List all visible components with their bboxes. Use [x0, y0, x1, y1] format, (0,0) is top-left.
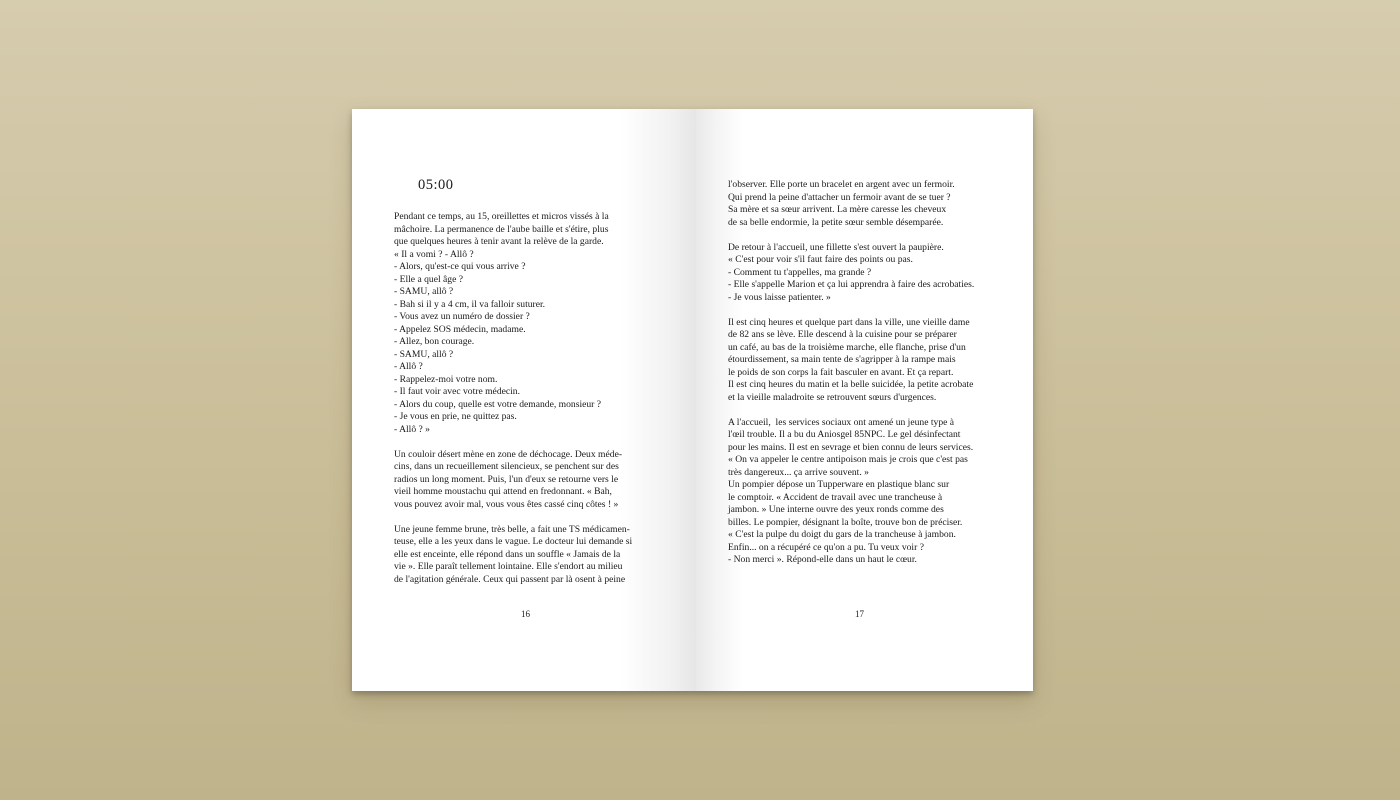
left-page-body: Pendant ce temps, au 15, oreillettes et micros vissés à la mâchoire. La permanence de l'aube baille et s'étire, plus que quelques heures à tenir avant la relève de la garde. « Il a vomi ? - Allô ? - Alors, qu'est-ce qui vous arrive ? - Elle a quel âge ? - SAMU, allô ? - Bah si il y a 4 cm, il va falloir suturer. - Vous avez un numéro de dossier ? - Appelez SOS médecin, madame. - Allez, bon courage. - SAMU, allô ? - Allô ? - Rappelez-moi votre nom. - Il faut voir avec votre médecin. - Alors du coup, quelle est votre demande, monsieur ? - Je vous en prie, ne quittez pas. - Allô ? » Un couloir désert mène en zone de déchocage. Deux méde- cins, dans un recueillement silencieux, se penchent sur des radios un long moment. Puis, l'un d'eux se retourne vers le vieil homme moustachu qui attend en fredonnant. « Bah, vous pouvez avoir mal, vous vous êtes cassé cinq côtes ! » Une jeune femme brune, très belle, a fait une TS médicamen- teuse, elle a les yeux dans le vague. Le docteur lui demande si elle est enceinte, elle répond dans un souffle « Jamais de la vie ». Elle paraît tellement lointaine. Elle s'endort au milieu de l'agitation générale. Ceux qui passent par là osent à peine [394, 211, 633, 585]
open-book [352, 109, 1033, 691]
left-page [352, 109, 696, 691]
right-page-number: 17 [855, 609, 864, 619]
right-page [696, 109, 1033, 691]
right-page-body: l'observer. Elle porte un bracelet en argent avec un fermoir. Qui prend la peine d'attacher un fermoir avant de se tuer ? Sa mère et sa sœur arrivent. La mère caresse les cheveux de sa belle endormie, la petite sœur semble désemparée. De retour à l'accueil, une fillette s'est ouvert la paupière. « C'est pour voir s'il faut faire des points ou pas. - Comment tu t'appelles, ma grande ? - Elle s'appelle Marion et ça lui apprendra à faire des acrobaties. - Je vous laisse patienter. » Il est cinq heures et quelque part dans la ville, une vieille dame de 82 ans se lève. Elle descend à la cuisine pour se préparer un café, au bas de la troisième marche, elle flanche, prise d'un étourdissement, sa main tente de s'agripper à la rampe mais le poids de son corps la fait basculer en avant. Et ça repart. Il est cinq heures du matin et la belle suicidée, la petite acrobate et la vieille maladroite se retrouvent sœurs d'urgences. A l'accueil, les services sociaux ont amené un jeune type à l'œil trouble. Il a bu du Aniosgel 85NPC. Le gel désinfectant pour les mains. Il est en sevrage et bien connu de leurs services. « On va appeler le centre antipoison mais je crois que c'est pas très dangereux... ça arrive souvent. » Un pompier dépose un Tupperware en plastique blanc sur le comptoir. « Accident de travail avec une trancheuse à jambon. » Une interne ouvre des yeux ronds comme des billes. Le pompier, désignant la boîte, trouve bon de préciser. « C'est la pulpe du doigt du gars de la trancheuse à jambon. Enfin... on a récupéré ce qu'on a pu. Tu veux voir ? - Non merci ». Répond-elle dans un haut le cœur. [728, 179, 975, 565]
left-page-number: 16 [521, 609, 530, 619]
time-heading: 05:00 [418, 177, 454, 193]
